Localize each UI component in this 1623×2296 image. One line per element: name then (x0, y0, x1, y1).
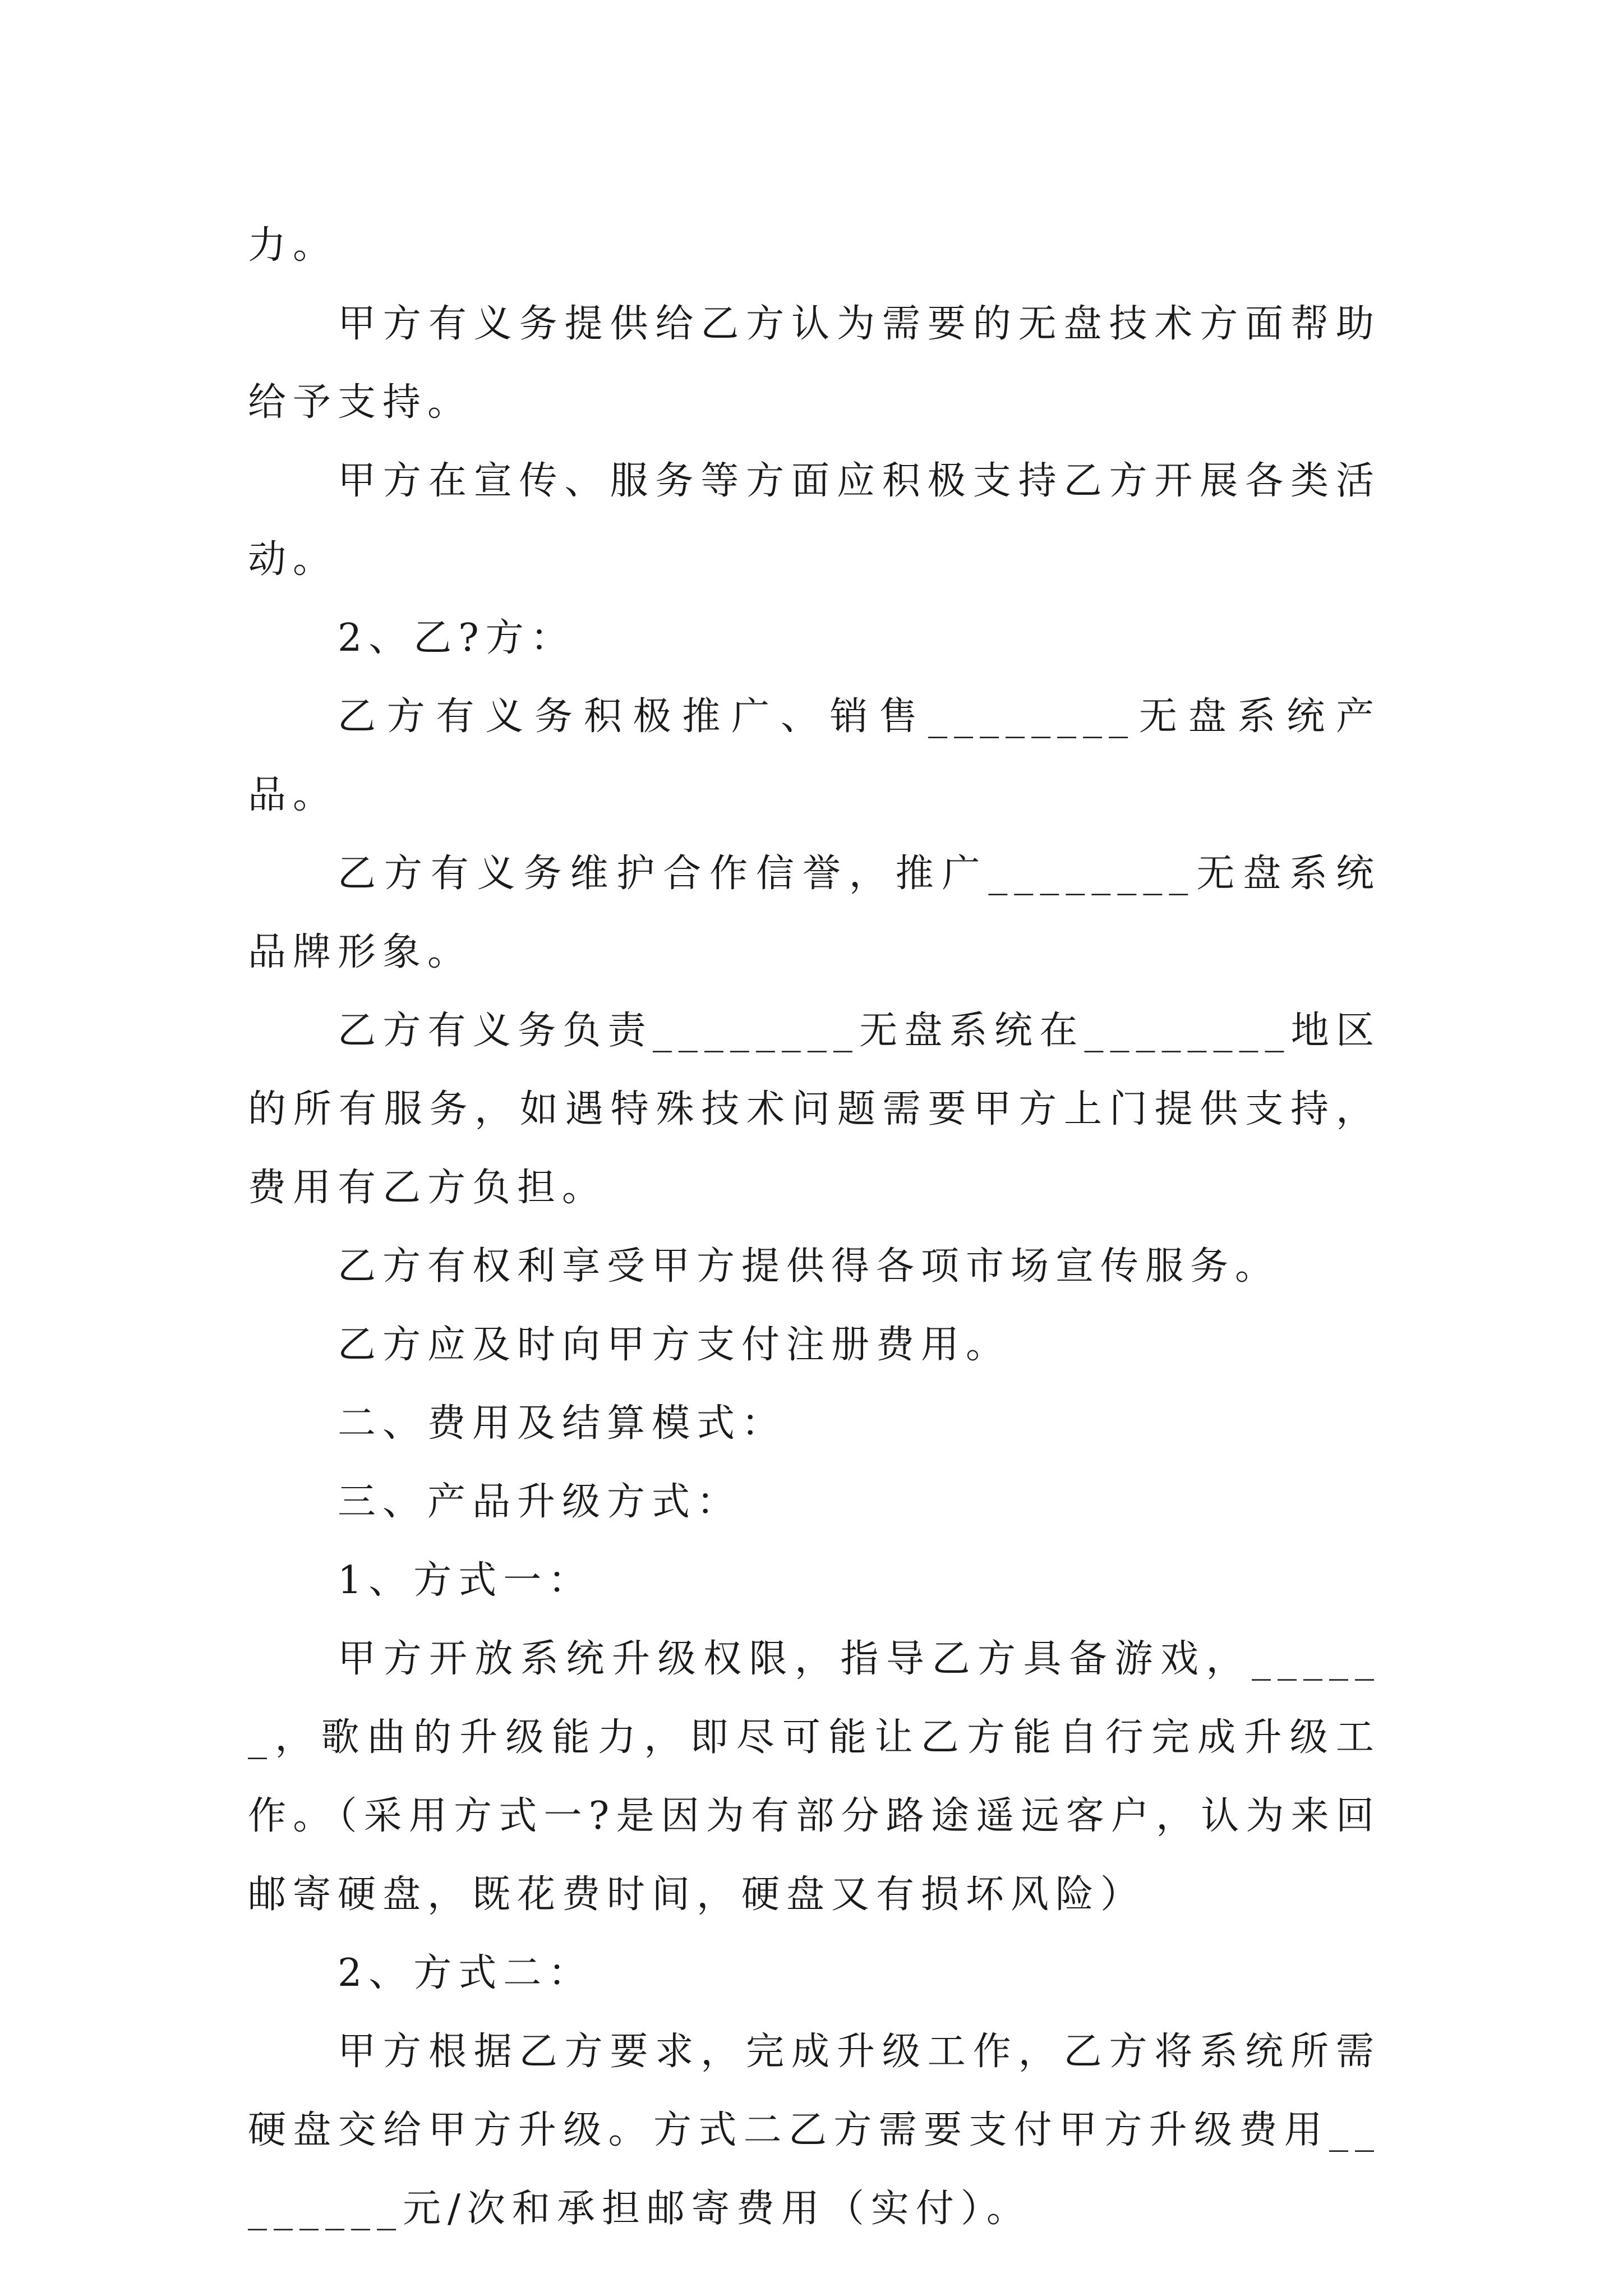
paragraph: 甲方在宣传、服务等方面应积极支持乙方开展各类活动。 (248, 459, 1381, 582)
section-heading: 2、乙?方： (338, 616, 575, 660)
document-body (248, 206, 1381, 2248)
section-heading: 1、方式一： (338, 1558, 593, 1603)
paragraph: 力。 (248, 223, 338, 268)
section-heading: 三、产品升级方式： (338, 1480, 742, 1524)
section-heading: 2、方式二： (338, 1951, 593, 1995)
paragraph: 乙方有义务维护合作信誉，推广________无盘系统品牌形象。 (248, 852, 1381, 974)
section-heading: 二、费用及结算模式： (338, 1401, 787, 1446)
paragraph: 甲方根据乙方要求，完成升级工作，乙方将系统所需硬盘交给甲方升级。方式二乙方需要支付甲方升级费用________元/次和承担邮寄费用（实付）。 (248, 2030, 1381, 2231)
paragraph: 甲方有义务提供给乙方认为需要的无盘技术方面帮助给予支持。 (248, 302, 1381, 425)
paragraph: 乙方有义务负责________无盘系统在________地区的所有服务，如遇特殊技术问题需要甲方上门提供支持，费用有乙方负担。 (248, 1009, 1381, 1210)
paragraph: 乙方有权利享受甲方提供得各项市场宣传服务。 (338, 1244, 1280, 1289)
paragraph: 乙方应及时向甲方支付注册费用。 (338, 1323, 1011, 1367)
paragraph: 乙方有义务积极推广、销售________无盘系统产品。 (248, 694, 1381, 817)
paragraph: 甲方开放系统升级权限，指导乙方具备游戏，______，歌曲的升级能力，即尽可能让乙方能自行完成升级工作。（采用方式一?是因为有部分路途遥远客户，认为来回邮寄硬盘，既花费时间，硬盘又有损坏风险） (248, 1637, 1381, 1917)
